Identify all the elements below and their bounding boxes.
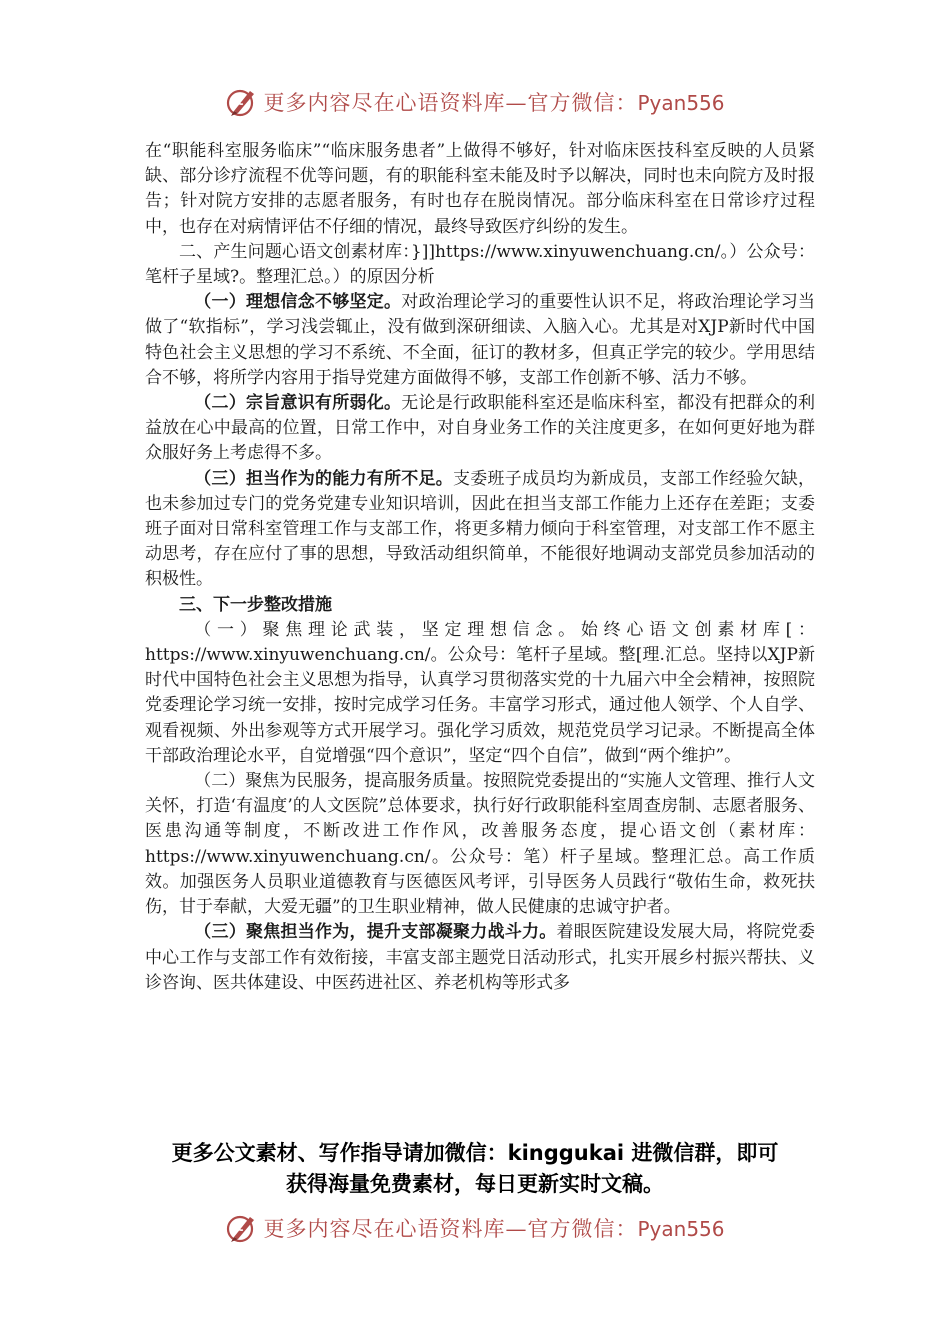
promo-line-1: 更多公文素材、写作指导请加微信：kinggukai 进微信群，即可 xyxy=(171,1141,779,1165)
promo-note xyxy=(100,1138,850,1200)
footer-banner xyxy=(0,1208,950,1248)
paragraph: （二）宗旨意识有所弱化。无论是行政职能科室还是临床科室，都没有把群众的利益放在心中最高的位置，日常工作中，对自身业务工作的关注度更多，在如何更好地为群众服好务上考虑得不多。 xyxy=(145,393,815,464)
paragraph-lead: （一）理想信念不够坚定。 xyxy=(194,292,402,313)
paragraph: （三）担当作为的能力有所不足。支委班子成员均为新成员，支部工作经验欠缺，也未参加过专门的党务党建专业知识培训，因此在担当支部工作能力上还存在差距；支委班子面对日常科室管理工作与支部工作，将更多精力倾向于科室管理，对支部工作不愿主动思考，存在应付了事的思想，导致活动组织简单，不能很好地调动支部党员参加活动的积极性。 xyxy=(145,468,816,590)
paragraph-lead: （三）聚焦担当作为，提升支部凝聚力战斗力。 xyxy=(194,922,557,943)
paragraph: （一）聚焦理论武装，坚定理想信念。始终心语文创素材库[：https://www.xinyuwenchuang.cn/。公众号：笔杆子星域。整[理.汇总。坚持以XJP新时代中国特色社会主义思想为指导，认真学习贯彻落实党的十九届六中全会精神，按照院党委理论学习统一安排，按时完成学习任务。丰富学习形式，通过他人领学、个人自学、观看视频、外出参观等方式开展学习。强化学习质效，规范党员学习记录。不断提高全体干部政治理论水平，自觉增强“四个意识”，坚定“四个自信”，做到“两个维护”。 xyxy=(145,619,815,766)
pen-brush-logo-icon xyxy=(225,1211,259,1245)
paragraph-lead: （三）担当作为的能力有所不足。 xyxy=(194,468,454,489)
paragraph: （二）聚焦为民服务，提高服务质量。按照院党委提出的“实施人文管理、推行人文关怀，打造‘有温度’的人文医院”总体要求，执行好行政职能科室周查房制、志愿者服务、医患沟通等制度，不断改进工作作风，改善服务态度，提心语文创（素材库：https://www.xinyuwenchuang.cn/。公众号：笔）杆子星域。整理汇总。高工作质效。加强医务人员职业道德教育与医德医风考评，引导医务人员践行“敬佑生命，救死扶伤，甘于奉献，大爱无疆”的卫生职业精神，做人民健康的忠诚守护者。 xyxy=(145,771,815,918)
section-heading-text: 三、下一步整改措施 xyxy=(179,594,332,615)
pen-brush-logo-icon xyxy=(225,85,259,119)
banner-text: 更多内容尽在心语资料库—官方微信：Pyan556 xyxy=(263,1217,725,1241)
wechat-handle: Pyan556 xyxy=(637,91,725,115)
section-heading-causes: 二、产生问题心语文创素材库：}]]https://www.xinyuwenchuang.cn/。）公众号：笔杆子星域?。整理汇总。）的原因分析 xyxy=(145,241,815,288)
paragraph: （一）理想信念不够坚定。对政治理论学习的重要性认识不足，将政治理论学习当做了“软指标”，学习浅尝辄止，没有做到深研细读、入脑入心。尤其是对XJP新时代中国特色社会主义思想的学习不系统、不全面，征订的教材多，但真正学完的较少。学用思结合不够，将所学内容用于指导党建方面做得不够，支部工作创新不够、活力不够。 xyxy=(145,292,815,388)
paragraph-lead: （二）宗旨意识有所弱化。 xyxy=(194,393,402,414)
paragraph: （三）聚焦担当作为，提升支部凝聚力战斗力。着眼医院建设发展大局，将院党委中心工作与支部工作有效衔接，丰富支部主题党日活动形式，扎实开展乡村振兴帮扶、义诊咨询、医共体建设、中医药进社区、养老机构等形式多 xyxy=(145,922,816,993)
paragraph: 在“职能科室服务临床”“临床服务患者”上做得不够好，针对临床医技科室反映的人员紧缺、部分诊疗流程不优等问题，有的职能科室未能及时予以解决，同时也未向院方及时报告；针对院方安排的志愿者服务，有时也存在脱岗情况。部分临床科室在日常诊疗过程中，也存在对病情评估不仔细的情况，最终导致医疗纠纷的发生。 xyxy=(145,141,815,237)
header-banner xyxy=(0,82,950,122)
document-body xyxy=(145,139,815,996)
banner-text: 更多内容尽在心语资料库—官方微信：Pyan556 xyxy=(263,91,725,115)
promo-line-2: 获得海量免费素材，每日更新实时文稿。 xyxy=(286,1172,664,1196)
section-heading-measures xyxy=(145,593,815,618)
wechat-handle: Pyan556 xyxy=(637,1217,725,1241)
